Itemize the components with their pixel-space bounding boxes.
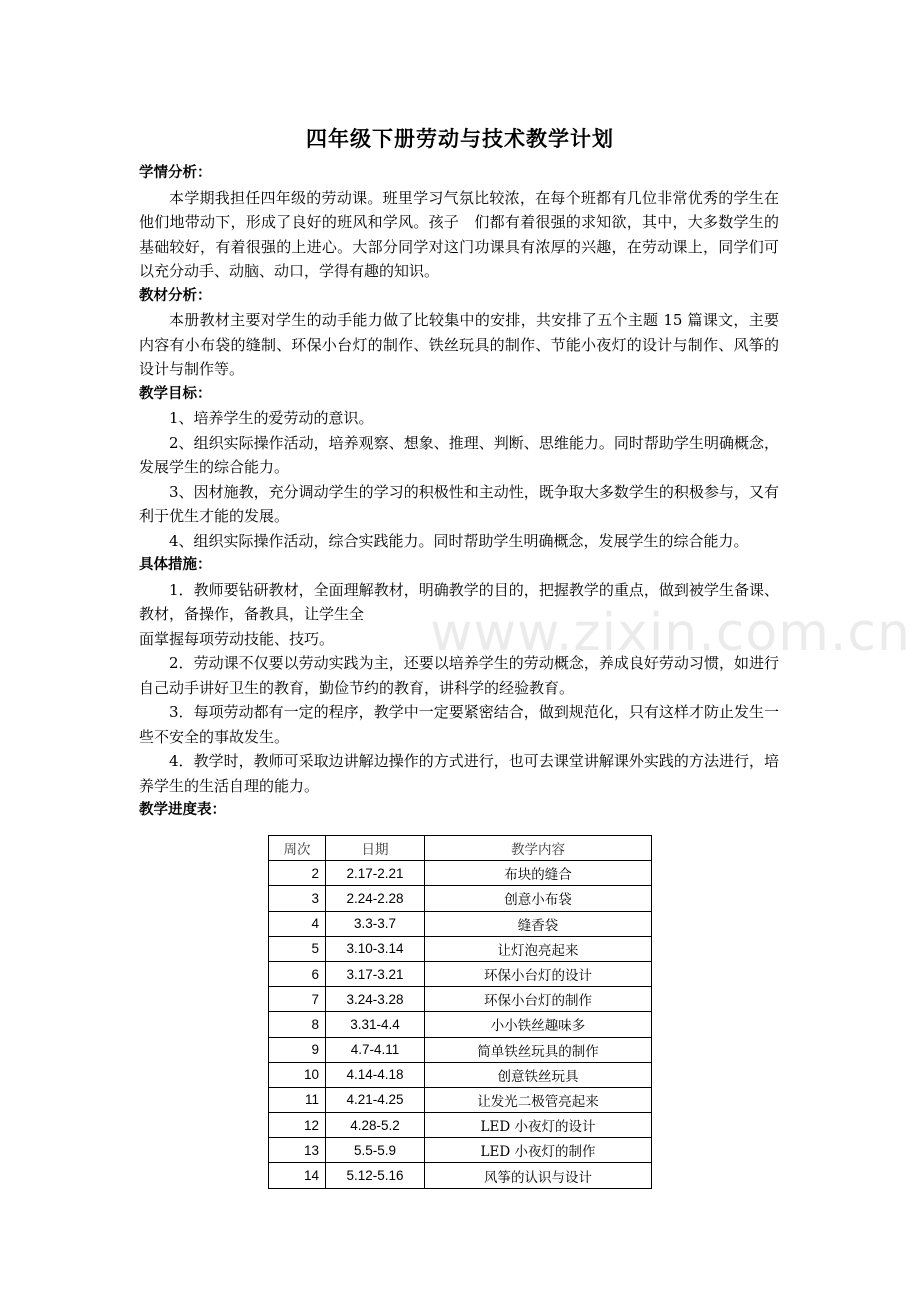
schedule-table	[268, 835, 652, 1189]
cell-content: LED 小夜灯的设计	[425, 1113, 652, 1138]
cell-content: 创意铁丝玩具	[425, 1062, 652, 1087]
para-situation: 本学期我担任四年级的劳动课。班里学习气氛比较浓，在每个班都有几位非常优秀的学生在他们地带动下，形成了良好的班风和学风。孩子 们都有着很强的求知欲，其中，大多数学生的基础较好，有着很强的上进心。大部分同学对这门功课具有浓厚的兴趣，在劳动课上，同学们可以充分动手、动脑、动口，学得有趣的知识。	[139, 188, 779, 280]
column-header-date: 日期	[326, 836, 425, 861]
table-row	[269, 961, 652, 986]
column-header-content: 教学内容	[425, 836, 652, 861]
cell-week: 5	[269, 936, 326, 961]
page-title: 四年级下册劳动与技术教学计划	[306, 127, 614, 151]
heading-goals: 教学目标：	[139, 385, 212, 402]
measure-item-4: 4．教学时，教师可采取边讲解边操作的方式进行，也可去课堂讲解课外实践的方法进行，培养学生的生活自理的能力。	[139, 752, 779, 795]
cell-content: 风筝的认识与设计	[425, 1163, 652, 1188]
document-body	[139, 161, 779, 823]
cell-content: 让发光二极管亮起来	[425, 1087, 652, 1112]
table-row	[269, 1138, 652, 1163]
cell-week: 10	[269, 1062, 326, 1087]
cell-date: 4.28-5.2	[326, 1113, 425, 1138]
cell-week: 6	[269, 961, 326, 986]
cell-date: 3.10-3.14	[326, 936, 425, 961]
measure-item-2: 2．劳动课不仅要以劳动实践为主，还要以培养学生的劳动概念，养成良好劳动习惯，如进行自己动手讲好卫生的教育，勤俭节约的教育，讲科学的经验教育。	[139, 654, 779, 697]
cell-date: 3.31-4.4	[326, 1012, 425, 1037]
column-header-week: 周次	[269, 836, 326, 861]
heading-measures: 具体措施：	[139, 557, 212, 573]
table-row	[269, 911, 652, 936]
cell-week: 3	[269, 886, 326, 911]
cell-week: 14	[269, 1163, 326, 1188]
cell-week: 8	[269, 1012, 326, 1037]
cell-content: 创意小布袋	[425, 886, 652, 911]
cell-week: 2	[269, 861, 326, 886]
cell-date: 2.24-2.28	[326, 886, 425, 911]
cell-date: 4.7-4.11	[326, 1037, 425, 1062]
table-row	[269, 1113, 652, 1138]
cell-date: 5.5-5.9	[326, 1138, 425, 1163]
table-row	[269, 936, 652, 961]
schedule-table-body	[269, 861, 652, 1188]
table-row	[269, 886, 652, 911]
table-row	[269, 1163, 652, 1188]
watermark: www.zixin.com.cn	[430, 603, 911, 663]
cell-date: 3.17-3.21	[326, 961, 425, 986]
para-textbook: 本册教材主要对学生的动手能力做了比较集中的安排，共安排了五个主题 15 篇课文，主要内容有小布袋的缝制、环保小台灯的制作、铁丝玩具的制作、节能小夜灯的设计与制作、风筝的设计与制作等。	[139, 311, 779, 378]
cell-date: 4.21-4.25	[326, 1087, 425, 1112]
cell-content: 小小铁丝趣味多	[425, 1012, 652, 1037]
table-header-row	[269, 836, 652, 861]
cell-week: 13	[269, 1138, 326, 1163]
cell-date: 3.3-3.7	[326, 911, 425, 936]
cell-content: 环保小台灯的设计	[425, 961, 652, 986]
cell-content: LED 小夜灯的制作	[425, 1138, 652, 1163]
table-row	[269, 1037, 652, 1062]
heading-situation: 学情分析：	[139, 165, 212, 181]
cell-date: 4.14-4.18	[326, 1062, 425, 1087]
cell-week: 7	[269, 987, 326, 1012]
heading-textbook: 教材分析：	[139, 287, 212, 304]
goal-item-1: 1、培养学生的爱劳动的意识。	[169, 409, 374, 427]
measure-item-1: 1．教师要钻研教材，全面理解教材，明确教学的目的，把握教学的重点，做到被学生备课、教材，备操作，备教具，让学生全	[139, 580, 779, 623]
goal-item-3: 3、因材施教，充分调动学生的学习的积极性和主动性，既争取大多数学生的积极参与，又有利于优生才能的发展。	[139, 482, 779, 525]
cell-content: 简单铁丝玩具的制作	[425, 1037, 652, 1062]
cell-content: 缝香袋	[425, 911, 652, 936]
cell-date: 3.24-3.28	[326, 987, 425, 1012]
table-row	[269, 1012, 652, 1037]
cell-week: 11	[269, 1087, 326, 1112]
cell-content: 让灯泡亮起来	[425, 936, 652, 961]
cell-week: 4	[269, 911, 326, 936]
cell-content: 环保小台灯的制作	[425, 987, 652, 1012]
table-row	[269, 861, 652, 886]
table-row	[269, 1087, 652, 1112]
cell-week: 9	[269, 1037, 326, 1062]
table-row	[269, 987, 652, 1012]
table-row	[269, 1062, 652, 1087]
measure-item-3: 3．每项劳动都有一定的程序，教学中一定要紧密结合，做到规范化，只有这样才防止发生一些不安全的事故发生。	[139, 703, 779, 746]
cell-week: 12	[269, 1113, 326, 1138]
cell-date: 2.17-2.21	[326, 861, 425, 886]
cell-content: 布块的缝合	[425, 861, 652, 886]
heading-schedule: 教学进度表：	[139, 802, 226, 818]
goal-item-4: 4、组织实际操作活动，综合实践能力。同时帮助学生明确概念，发展学生的综合能力。	[169, 531, 749, 550]
cell-date: 5.12-5.16	[326, 1163, 425, 1188]
measure-item-1-continued: 面掌握每项劳动技能、技巧。	[139, 629, 335, 648]
goal-item-2: 2、组织实际操作活动，培养观察、想象、推理、判断、思维能力。同时帮助学生明确概念，发展学生的综合能力。	[139, 433, 779, 476]
